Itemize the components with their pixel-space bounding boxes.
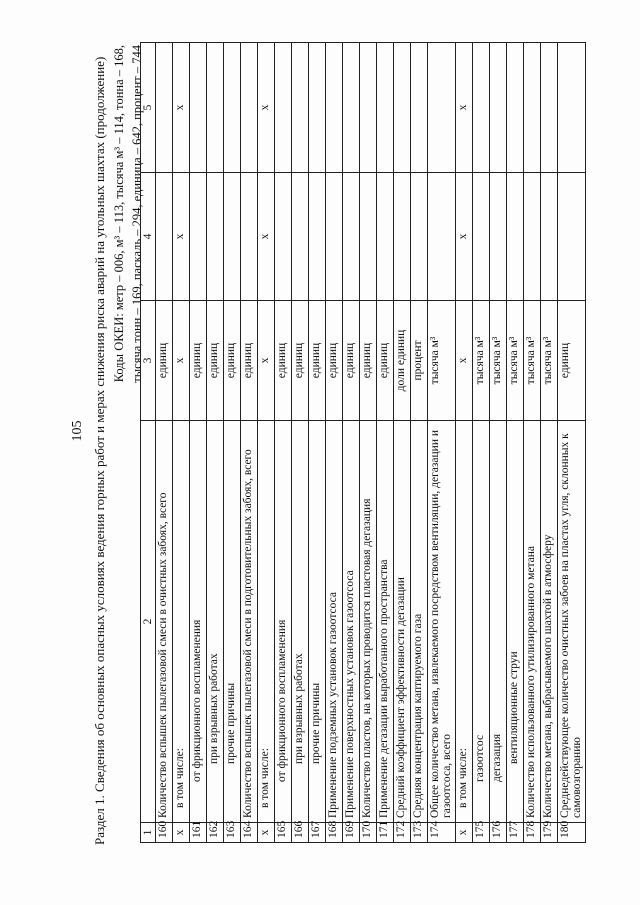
row-number: 171 bbox=[377, 823, 394, 843]
row-indicator: Применение поверхностных установок газоотсоса bbox=[343, 421, 360, 823]
row-unit: тысяча м³ bbox=[490, 301, 507, 421]
row-col-4 bbox=[428, 173, 456, 301]
row-indicator: в том числе: bbox=[456, 421, 473, 823]
row-col-4 bbox=[224, 173, 241, 301]
table-row bbox=[309, 43, 326, 843]
table-row bbox=[275, 43, 292, 843]
okei-codes-line-1: Коды ОКЕИ: метр – 006, м³ – 113, тысяча м³ – 114, тонна – 168, bbox=[112, 45, 126, 383]
row-col-5 bbox=[428, 43, 456, 173]
row-col-4 bbox=[156, 173, 173, 301]
table-row bbox=[173, 43, 190, 843]
row-number: 174 bbox=[428, 823, 456, 843]
row-col-5 bbox=[343, 43, 360, 173]
row-indicator: от фрикционного воспламенения bbox=[275, 421, 292, 823]
table-row bbox=[360, 43, 377, 843]
table-row bbox=[156, 43, 173, 843]
row-col-5 bbox=[411, 43, 428, 173]
row-col-5: х bbox=[258, 43, 275, 173]
row-unit: тысяча м³ bbox=[541, 301, 558, 421]
row-indicator: Среднедействующее количество очистных забоев на пластах угля, склонных к самовозгоранию bbox=[558, 421, 586, 823]
row-col-5: х bbox=[173, 43, 190, 173]
row-col-5 bbox=[156, 43, 173, 173]
row-indicator: в том числе: bbox=[173, 421, 190, 823]
row-number: 164 bbox=[241, 823, 258, 843]
row-col-4: х bbox=[456, 173, 473, 301]
header-col-4: 4 bbox=[141, 173, 156, 301]
row-indicator: Применение дегазации выработанного пространства bbox=[377, 421, 394, 823]
row-col-5 bbox=[558, 43, 586, 173]
table-row bbox=[456, 43, 473, 843]
row-indicator: Средний коэффициент эффективности дегазации bbox=[394, 421, 411, 823]
row-number: х bbox=[173, 823, 190, 843]
row-unit: тысяча м³ bbox=[428, 301, 456, 421]
row-col-5 bbox=[524, 43, 541, 173]
row-unit: х bbox=[173, 301, 190, 421]
row-col-4: х bbox=[173, 173, 190, 301]
row-unit: единиц bbox=[207, 301, 224, 421]
row-number: 175 bbox=[473, 823, 490, 843]
row-unit: тысяча м³ bbox=[507, 301, 524, 421]
row-indicator: прочие причины bbox=[309, 421, 326, 823]
table-row bbox=[190, 43, 207, 843]
row-col-4 bbox=[524, 173, 541, 301]
row-col-4 bbox=[507, 173, 524, 301]
row-col-4 bbox=[275, 173, 292, 301]
row-unit: единиц bbox=[156, 301, 173, 421]
okei-codes-line-2: тысяча тонн – 169, паскаль – 294, единица – 642, процент – 744 bbox=[130, 45, 144, 383]
row-col-4 bbox=[207, 173, 224, 301]
row-unit: тысяча м³ bbox=[524, 301, 541, 421]
row-number: 172 bbox=[394, 823, 411, 843]
table-row bbox=[343, 43, 360, 843]
row-col-4 bbox=[343, 173, 360, 301]
row-col-4 bbox=[558, 173, 586, 301]
row-indicator: при взрывных работах bbox=[292, 421, 309, 823]
section-title: Раздел 1. Сведения об основных опасных условиях ведения горных работ и мерах снижения риска аварий на угольных шахтах (продолжение) bbox=[92, 56, 107, 845]
row-number: 178 bbox=[524, 823, 541, 843]
row-unit: х bbox=[456, 301, 473, 421]
row-unit: единиц bbox=[309, 301, 326, 421]
table-row bbox=[541, 43, 558, 843]
row-number: х bbox=[456, 823, 473, 843]
row-number: 165 bbox=[275, 823, 292, 843]
row-col-4 bbox=[190, 173, 207, 301]
row-indicator: Количество вспышек пылегазовой смеси в очистных забоях, всего bbox=[156, 421, 173, 823]
table-row bbox=[292, 43, 309, 843]
row-indicator: от фрикционного воспламенения bbox=[190, 421, 207, 823]
row-col-4 bbox=[377, 173, 394, 301]
row-indicator: Количество метана, выбрасываемого шахтой в атмосферу bbox=[541, 421, 558, 823]
table-row bbox=[326, 43, 343, 843]
row-col-4 bbox=[292, 173, 309, 301]
row-number: 176 bbox=[490, 823, 507, 843]
row-indicator: Средняя концентрация каптируемого газа bbox=[411, 421, 428, 823]
data-table bbox=[140, 42, 586, 843]
row-col-4 bbox=[490, 173, 507, 301]
row-unit: единиц bbox=[292, 301, 309, 421]
row-unit: х bbox=[258, 301, 275, 421]
row-col-4 bbox=[541, 173, 558, 301]
row-indicator: Общее количество метана, извлекаемого посредством вентиляции, дегазации и газоотсоса, всего bbox=[428, 421, 456, 823]
header-col-1: 1 bbox=[141, 823, 156, 843]
row-unit: единиц bbox=[360, 301, 377, 421]
row-col-4 bbox=[360, 173, 377, 301]
row-indicator: Количество пластов, на которых проводится пластовая дегазация bbox=[360, 421, 377, 823]
row-col-4 bbox=[473, 173, 490, 301]
row-col-4 bbox=[241, 173, 258, 301]
row-col-4 bbox=[394, 173, 411, 301]
row-col-5 bbox=[241, 43, 258, 173]
row-number: 161 bbox=[190, 823, 207, 843]
row-number: 162 bbox=[207, 823, 224, 843]
row-number: 163 bbox=[224, 823, 241, 843]
row-col-5 bbox=[207, 43, 224, 173]
row-col-5 bbox=[541, 43, 558, 173]
row-col-5 bbox=[292, 43, 309, 173]
table-row bbox=[473, 43, 490, 843]
row-indicator: Количество вспышек пылегазовой смеси в подготовительных забоях, всего bbox=[241, 421, 258, 823]
table-row bbox=[377, 43, 394, 843]
table-body bbox=[156, 43, 586, 843]
table-row bbox=[207, 43, 224, 843]
row-number: 179 bbox=[541, 823, 558, 843]
row-unit: единиц bbox=[241, 301, 258, 421]
row-number: 168 bbox=[326, 823, 343, 843]
row-number: 166 bbox=[292, 823, 309, 843]
row-unit: единиц bbox=[558, 301, 586, 421]
row-unit: единиц bbox=[275, 301, 292, 421]
row-col-5 bbox=[224, 43, 241, 173]
row-number: 160 bbox=[156, 823, 173, 843]
table-row bbox=[411, 43, 428, 843]
row-indicator: в том числе: bbox=[258, 421, 275, 823]
table-row bbox=[490, 43, 507, 843]
table-header-row bbox=[141, 43, 156, 843]
row-indicator: Применение подземных установок газоотсоса bbox=[326, 421, 343, 823]
row-col-5: х bbox=[456, 43, 473, 173]
table-row bbox=[428, 43, 456, 843]
row-col-5 bbox=[377, 43, 394, 173]
row-unit: единиц bbox=[377, 301, 394, 421]
row-col-4 bbox=[309, 173, 326, 301]
row-number: 167 bbox=[309, 823, 326, 843]
row-indicator: газоотсос bbox=[473, 421, 490, 823]
row-number: 173 bbox=[411, 823, 428, 843]
row-col-5 bbox=[490, 43, 507, 173]
header-col-5: 5 bbox=[141, 43, 156, 173]
row-indicator: Количество использованного утилизированного метана bbox=[524, 421, 541, 823]
header-col-3: 3 bbox=[141, 301, 156, 421]
row-col-5 bbox=[507, 43, 524, 173]
table-row bbox=[394, 43, 411, 843]
row-unit: единиц bbox=[326, 301, 343, 421]
page-number: 105 bbox=[70, 420, 85, 442]
row-col-5 bbox=[473, 43, 490, 173]
row-col-5 bbox=[326, 43, 343, 173]
table-row bbox=[524, 43, 541, 843]
row-unit: единиц bbox=[224, 301, 241, 421]
row-indicator: дегазация bbox=[490, 421, 507, 823]
table-row bbox=[241, 43, 258, 843]
row-unit: доли единиц bbox=[394, 301, 411, 421]
row-col-4 bbox=[411, 173, 428, 301]
row-number: 170 bbox=[360, 823, 377, 843]
table-row bbox=[558, 43, 586, 843]
row-col-5 bbox=[309, 43, 326, 173]
row-col-5 bbox=[360, 43, 377, 173]
row-unit: процент bbox=[411, 301, 428, 421]
row-number: 177 bbox=[507, 823, 524, 843]
table-row bbox=[258, 43, 275, 843]
row-unit: единиц bbox=[190, 301, 207, 421]
row-unit: единиц bbox=[343, 301, 360, 421]
row-col-4 bbox=[326, 173, 343, 301]
row-col-5 bbox=[275, 43, 292, 173]
row-number: 169 bbox=[343, 823, 360, 843]
row-number: х bbox=[258, 823, 275, 843]
table-row bbox=[507, 43, 524, 843]
row-indicator: прочие причины bbox=[224, 421, 241, 823]
row-col-4: х bbox=[258, 173, 275, 301]
row-number: 180 bbox=[558, 823, 586, 843]
row-col-5 bbox=[190, 43, 207, 173]
header-col-2: 2 bbox=[141, 421, 156, 823]
row-indicator: при взрывных работах bbox=[207, 421, 224, 823]
table-row bbox=[224, 43, 241, 843]
row-indicator: вентиляционные струи bbox=[507, 421, 524, 823]
row-col-5 bbox=[394, 43, 411, 173]
row-unit: тысяча м³ bbox=[473, 301, 490, 421]
